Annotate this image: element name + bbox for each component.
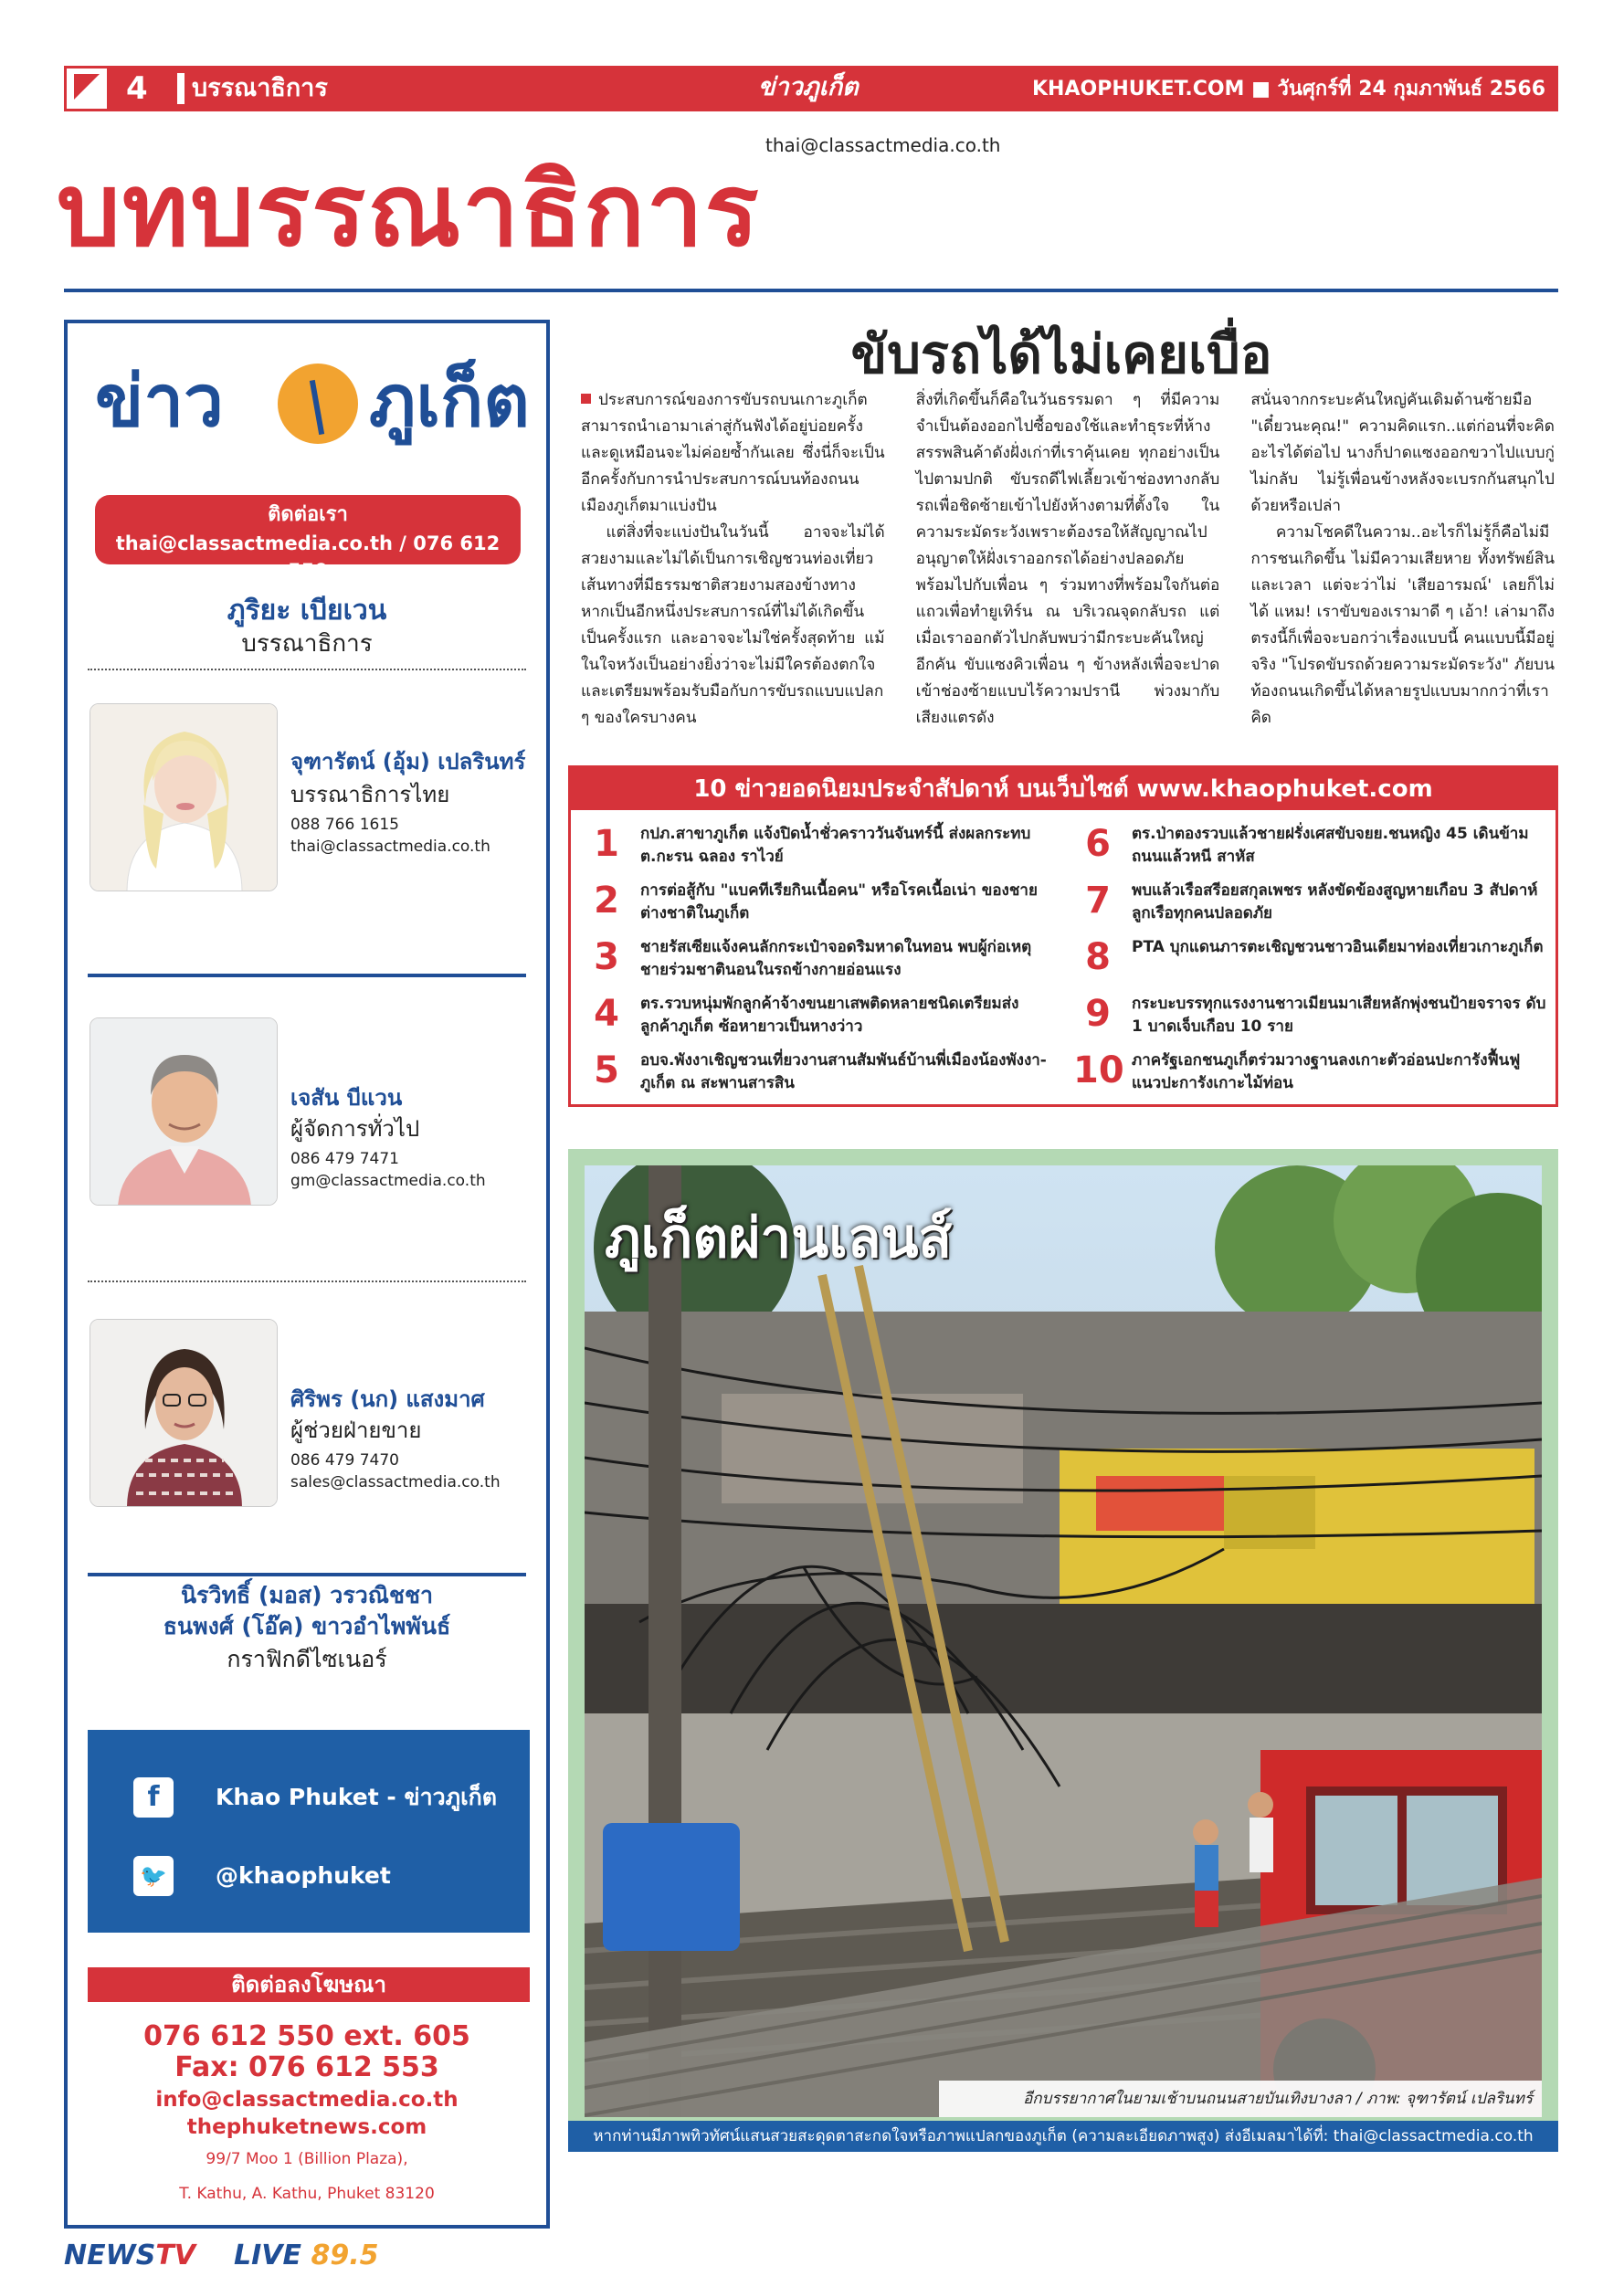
live-frequency: 89.5 bbox=[311, 2240, 379, 2271]
article-paragraph: ประสบการณ์ของการขับรถบนเกาะภูเก็ต สามารถนำเอามาเล่าสู่กันฟังได้อยู่บ่อยครั้งและดูเหมือนจะไม่ค่อยซ้ำกันเลย ซึ่งนี่ก็จะเป็นอีกครั้งกับการนำประสบการณ์บนท้องถนนเมืองภูเก็ตมาแบ่งปัน bbox=[581, 391, 885, 515]
editor-role: บรรณาธิการ bbox=[241, 630, 373, 658]
section-label: บรรณาธิการ bbox=[192, 74, 328, 102]
contact-line[interactable]: thai@classactmedia.co.th / 076 612 550 bbox=[115, 532, 501, 582]
top-news-item[interactable] bbox=[582, 819, 1057, 872]
photo-submission-note: หากท่านมีภาพทิวทัศน์แสนสวยสะดุดตาสะกดใจหรือภาพแปลกของภูเก็ต (ความละเอียดภาพสูง) ส่งอีเมลมาได้ที่: thai@classactmedia.co.th bbox=[568, 2121, 1558, 2152]
news-rank: 4 bbox=[594, 993, 619, 1035]
divider bbox=[88, 1573, 526, 1576]
website-date: KHAOPHUKET.COM ■ วันศุกร์ที่ 24 กุมภาพันธ์ 2566 bbox=[1032, 78, 1545, 100]
corner-logo-icon bbox=[64, 66, 110, 111]
article-paragraph: สนั่นจากกระบะคันใหญ่คันเดิมด้านซ้ายมือ "เดี๋ยวนะคุณ!" ความคิดแรก..แต่ก่อนที่จะคิดอะไรได้ต่อไป นางก็ปาดแซงออกขวาไปแบบกู่ไม่กลับ ไม่รู้เพื่อนข้างหลังจะเบรกกันสนุกไปด้วยหรือเปล่า bbox=[1250, 391, 1555, 515]
twitter-icon: 🐦 bbox=[133, 1856, 174, 1896]
news-rank: 8 bbox=[1085, 936, 1111, 978]
staff-name: ศิริพร (นก) แสงมาศ bbox=[290, 1386, 485, 1412]
top-news-item[interactable] bbox=[582, 876, 1057, 929]
divider bbox=[88, 1281, 526, 1282]
news-rank: 1 bbox=[594, 823, 619, 865]
photo-caption: อีกบรรยากาศในยามเช้าบนถนนสายบันเทิงบางลา / ภาพ: จุฑารัตน์ เปลรินทร์ bbox=[1023, 2090, 1533, 2108]
staff-role: บรรณาธิการไทย bbox=[290, 782, 450, 807]
facebook-icon: f bbox=[133, 1777, 174, 1818]
news-rank: 9 bbox=[1085, 993, 1111, 1035]
staff-photo-general-manager bbox=[90, 1017, 278, 1206]
news-headline: การต่อสู้กับ "แบคทีเรียกินเนื้อคน" หรือโรคเนื้อเน่า ของชายต่างชาติในภูเก็ต bbox=[640, 881, 1038, 922]
contact-title: ติดต่อเรา bbox=[268, 503, 348, 526]
header-email[interactable]: thai@classactmedia.co.th bbox=[765, 134, 1001, 156]
photo-feature bbox=[568, 1149, 1558, 2152]
staff-email[interactable]: sales@classactmedia.co.th bbox=[290, 1473, 501, 1491]
news-rank: 10 bbox=[1073, 1049, 1124, 1091]
news-headline: PTA บุกแดนภารตะเชิญชวนชาวอินเดียมาท่องเที่ยวเกาะภูเก็ต bbox=[1132, 938, 1544, 956]
news-headline: ชายรัสเซียแจ้งคนลักกระเป๋าจอดริมหาดในทอน พบผู้ก่อเหตุชายร่วมชาตินอนในรถข้างกายอ่อนแรง bbox=[640, 938, 1032, 979]
graphic-designer-name: ธนพงศ์ (โอ๊ค) ขาวอำไพพันธ์ bbox=[163, 1613, 451, 1639]
staff-phone: 088 766 1615 bbox=[290, 816, 399, 834]
graphic-designer-name: นิรวิทธิ์ (มอส) วรวณิชชา bbox=[181, 1582, 433, 1608]
contact-box bbox=[95, 495, 521, 582]
news-headline: กปภ.สาขาภูเก็ต แจ้งปิดน้ำชั่วคราววันจันทร์นี้ ส่งผลกระทบ ต.กะรน ฉลอง ราไวย์ bbox=[640, 825, 1031, 866]
top-news-item[interactable] bbox=[1073, 876, 1548, 929]
news-rank: 5 bbox=[594, 1049, 619, 1091]
news-rank: 2 bbox=[594, 880, 619, 922]
staff-email[interactable]: thai@classactmedia.co.th bbox=[290, 838, 490, 856]
brand-word-khao: ข่าว bbox=[95, 361, 224, 443]
staff-phone: 086 479 7470 bbox=[290, 1451, 399, 1470]
page-separator bbox=[177, 73, 185, 104]
street-photo bbox=[585, 1165, 1542, 2117]
top-news-title: 10 ข่าวยอดนิยมประจำสัปดาห์ บนเว็บไซต์ www.khaophuket.com bbox=[571, 768, 1555, 810]
top-news-item[interactable] bbox=[582, 989, 1057, 1042]
news-headline: ตร.ป่าตองรวบแล้วชายฝรั่งเศสขับจยย.ชนหญิง 45 เดินข้ามถนนแล้วหนี สาหัส bbox=[1132, 825, 1529, 866]
ad-email[interactable]: info@classactmedia.co.th bbox=[155, 2088, 459, 2112]
header-divider bbox=[64, 289, 1558, 292]
graphic-designer-role: กราฟิกดีไซเนอร์ bbox=[227, 1646, 387, 1672]
ad-website[interactable]: thephuketnews.com bbox=[186, 2115, 427, 2139]
news-rank: 3 bbox=[594, 936, 619, 978]
divider bbox=[88, 974, 526, 977]
staff-photo-thai-editor bbox=[90, 703, 278, 891]
news-headline: ภาครัฐเอกชนภูเก็ตร่วมวางฐานลงเกาะตัวอ่อนปะการังฟื้นฟูแนวปะการังเกาะไม้ท่อน bbox=[1132, 1051, 1521, 1092]
brand-logo bbox=[95, 356, 530, 457]
top-bar bbox=[64, 66, 1558, 111]
ad-phone: 076 612 550 ext. 605 bbox=[143, 2020, 470, 2052]
ad-address-line: T. Kathu, A. Kathu, Phuket 83120 bbox=[179, 2185, 435, 2203]
news-word: NEWS bbox=[64, 2240, 156, 2271]
tv-word: TV bbox=[155, 2240, 195, 2271]
article-paragraph: แต่สิ่งที่จะแบ่งปันในวันนี้ อาจจะไม่ได้สวยงามและไม่ได้เป็นการเชิญชวนท่องเที่ยวเส้นทางที่มีธรรมชาติสวยงามสองข้างทาง หากเป็นอีกหนึ่งประสบการณ์ที่ไม่ได้เกิดขึ้นเป็นครั้งแรก และอาจจะไม่ใช่ครั้งสุดท้าย แม้ในใจหวังเป็นอย่างยิ่งว่าจะไม่มีใครต้องตกใจและเตรียมพร้อมรับมือกับการขับรถแบบแปลก ๆ ของใครบางคน bbox=[581, 523, 885, 727]
news-rank: 7 bbox=[1085, 880, 1111, 922]
page-number: 4 bbox=[126, 70, 148, 107]
bullet-square-icon bbox=[581, 394, 591, 404]
staff-role: ผู้จัดการทั่วไป bbox=[290, 1116, 420, 1142]
ad-address-line: 99/7 Moo 1 (Billion Plaza), bbox=[206, 2150, 408, 2168]
article-paragraph: ความโชคดีในความ..อะไรก็ไม่รู้ก็คือไม่มีการชนเกิดขึ้น ไม่มีความเสียหาย ทั้งทรัพย์สินและเวลา แต่จะว่าไม่ 'เสียอารมณ์' เลยก็ไม่ได้ แหม! เราขับของเรามาดี ๆ เอ้า! เล่ามาถึงตรงนี้ก็เพื่อจะบอกว่าเรื่องแบบนี้ คนแบบนี้มีอยู่จริง "โปรดขับรถด้วยความระมัดระวัง" ภัยบนท้องถนนเกิดขึ้นได้หลายรูปแบบมากกว่าที่เราคิด bbox=[1250, 523, 1555, 727]
live-word: LIVE bbox=[234, 2240, 301, 2271]
ad-contact-title: ติดต่อลงโฆษณา bbox=[88, 1967, 530, 2002]
news-headline: กระบะบรรทุกแรงงานชาวเมียนมาเสียหลักพุ่งชนป้ายจราจร ดับ 1 บาดเจ็บเกือบ 10 ราย bbox=[1132, 995, 1546, 1036]
twitter-label: @khaophuket bbox=[216, 1862, 391, 1889]
article-headline: ขับรถได้ไม่เคยเบื่อ bbox=[850, 323, 1272, 385]
staff-phone: 086 479 7471 bbox=[290, 1150, 399, 1168]
top-news-item[interactable] bbox=[1073, 933, 1548, 985]
top-news-item[interactable] bbox=[1073, 819, 1548, 872]
top-news-item[interactable] bbox=[1073, 1046, 1548, 1099]
news-tv-logo bbox=[64, 2240, 195, 2272]
page-title: บทบรรณาธิการ bbox=[57, 152, 761, 269]
photo-title: ภูเก็ตผ่านเลนส์ bbox=[605, 1207, 953, 1270]
editor-name: ภูริยะ เบียเวน bbox=[227, 595, 387, 627]
facebook-label: Khao Phuket - ข่าวภูเก็ต bbox=[216, 1784, 498, 1810]
staff-name: เจสัน บีแวน bbox=[290, 1085, 403, 1111]
live-radio-logo bbox=[234, 2240, 378, 2272]
staff-role: ผู้ช่วยฝ่ายขาย bbox=[290, 1418, 422, 1443]
top-news-item[interactable] bbox=[1073, 989, 1548, 1042]
social-box bbox=[88, 1730, 530, 1933]
divider bbox=[88, 669, 526, 670]
palm-sun-icon bbox=[278, 364, 358, 444]
top-news-item[interactable] bbox=[582, 1046, 1057, 1099]
top-news-item[interactable] bbox=[582, 933, 1057, 985]
top-news-box bbox=[568, 765, 1558, 1107]
top-brand-logo: ข่าวภูเก็ต bbox=[758, 73, 859, 101]
staff-photo-sales-assistant bbox=[90, 1319, 278, 1507]
sidebar bbox=[64, 320, 550, 2229]
ad-fax: Fax: 076 612 553 bbox=[174, 2051, 439, 2083]
staff-email[interactable]: gm@classactmedia.co.th bbox=[290, 1172, 486, 1190]
article-body bbox=[581, 387, 1555, 749]
news-headline: อบจ.พังงาเชิญชวนเที่ยวงานสานสัมพันธ์บ้านพี่เมืองน้องพังงา-ภูเก็ต ณ สะพานสารสิน bbox=[640, 1051, 1047, 1092]
staff-name: จุฑารัตน์ (อุ้ม) เปลรินทร์ bbox=[290, 749, 526, 775]
news-headline: ตร.รวบหนุ่มพักลูกค้าจ้างขนยาเสพติดหลายชนิดเตรียมส่งลูกค้าภูเก็ต ซ้อหายาวเป็นหางว่าว bbox=[640, 995, 1019, 1036]
article-paragraph: สิ่งที่เกิดขึ้นก็คือในวันธรรมดา ๆ ที่มีความจำเป็นต้องออกไปซื้อของใช้และทำธุระที่ห้างสรรพสินค้าดังฝั่งเก่าที่เราคุ้นเคย ทุกอย่างเป็นไปตามปกติ ขับรถดีไฟเลี้ยวเข้าช่องทางกลับรถเพื่อชิดซ้ายเข้าไปยังห้างตามที่ตั้งใจ ในความระมัดระวังเพราะต้องรอให้สัญญาณไปอนุญาตให้ฝั่งเราออกรถได้อย่างปลอดภัย พร้อมไปกับเพื่อน ๆ ร่วมทางที่พร้อมใจกันต่อแถวเพื่อทำยูเทิร์น ณ บริเวณจุดกลับรถ แต่เมื่อเราออกตัวไปกลับพบว่ามีกระบะคันใหญ่อีกคัน ขับแซงคิวเพื่อน ๆ ข้างหลังเพื่อจะปาดเข้าช่องซ้ายแบบไร้ความปรานี พ่วงมากับเสียงแตรดัง bbox=[915, 391, 1220, 727]
news-rank: 6 bbox=[1085, 823, 1111, 865]
brand-word-phuket: ภูเก็ต bbox=[369, 361, 530, 443]
news-headline: พบแล้วเรือสรีอยสกุลเพชร หลังขัดข้องสูญหายเกือบ 3 สัปดาห์ ลูกเรือทุกคนปลอดภัย bbox=[1132, 881, 1538, 922]
